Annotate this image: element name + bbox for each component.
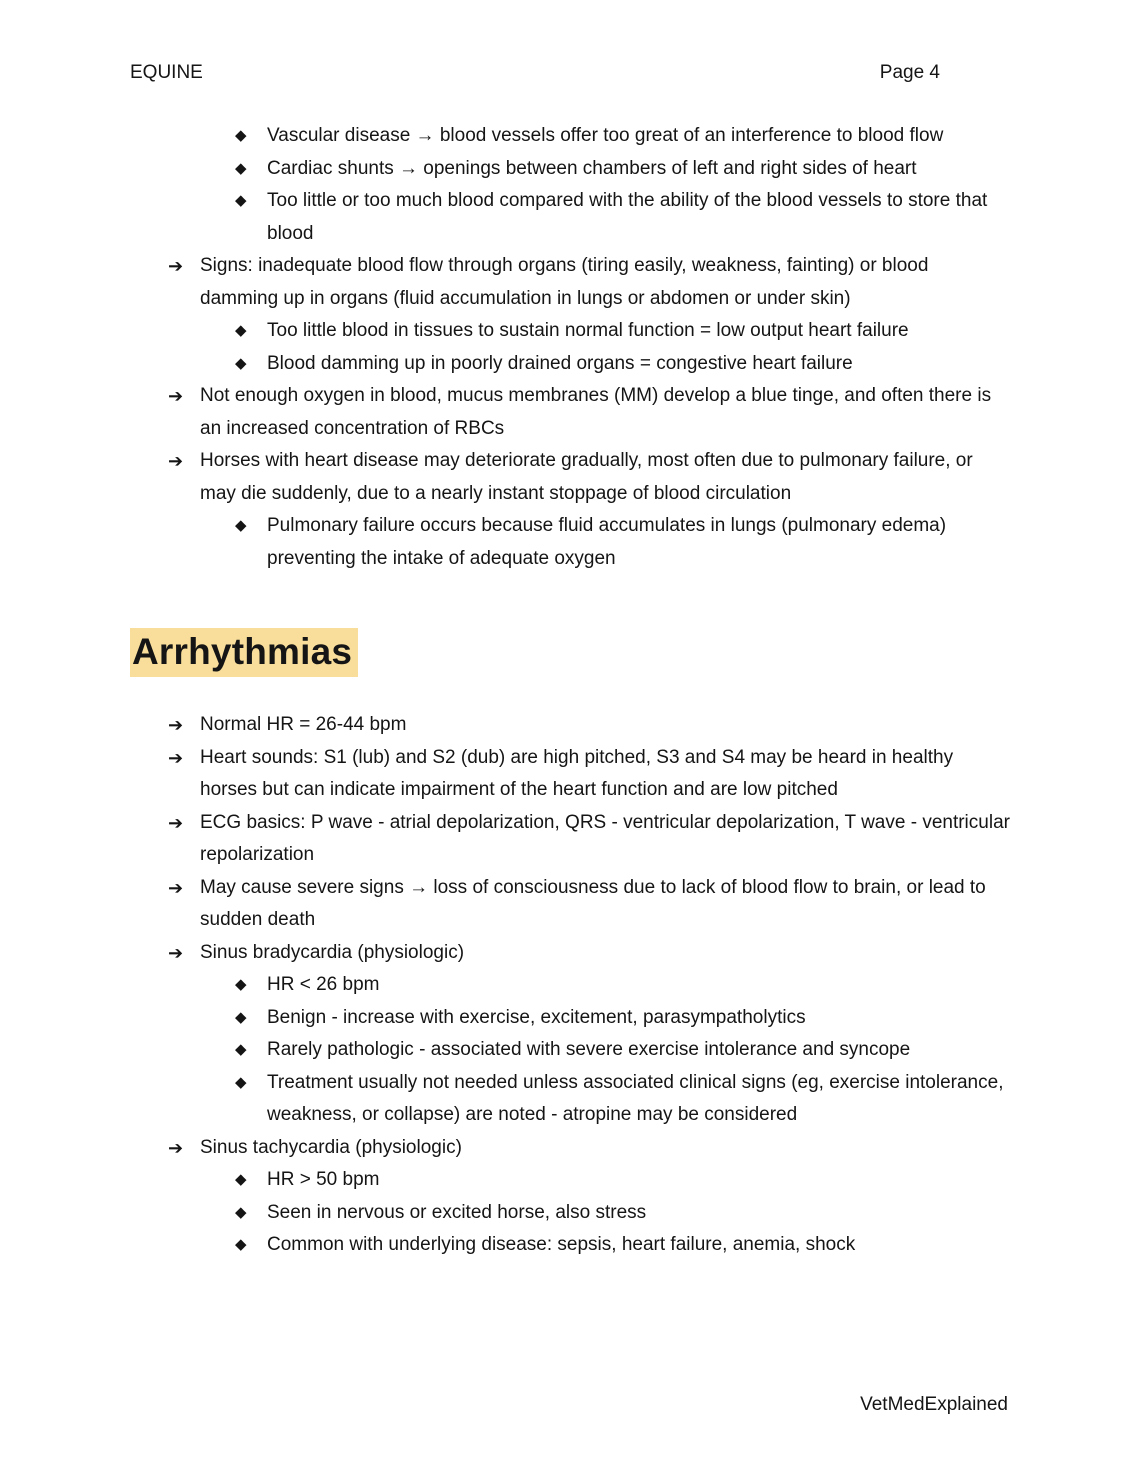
list-item-text: Too little or too much blood compared with the ability of the blood vessels to store that blood bbox=[267, 190, 988, 244]
arrow-bullet-icon: ➔ bbox=[168, 812, 184, 833]
diamond-bullet-icon: ◆ bbox=[235, 192, 247, 209]
list-item-text: Heart sounds: S1 (lub) and S2 (dub) are high pitched, S3 and S4 may be heard in healthy horses but can indicate impairment of the heart function and are low pitched bbox=[200, 746, 954, 800]
list-item bbox=[235, 153, 1010, 186]
list-item bbox=[235, 1197, 1010, 1230]
list-item bbox=[235, 969, 1010, 1002]
list-item-text: Common with underlying disease: sepsis, heart failure, anemia, shock bbox=[267, 1234, 856, 1255]
list-item-text: Signs: inadequate blood flow through organs (tiring easily, weakness, fainting) or blood damming up in organs (fluid accumulation in lungs or abdomen or under skin) bbox=[200, 255, 929, 309]
section-heading bbox=[130, 631, 1010, 673]
list-item bbox=[168, 250, 1010, 315]
page-number: Page 4 bbox=[879, 62, 940, 83]
arrow-bullet-icon: ➔ bbox=[168, 386, 184, 406]
list-item bbox=[168, 445, 1010, 510]
page-footer-brand: VetMedExplained bbox=[860, 1394, 1008, 1415]
list-item-text: HR < 26 bpm bbox=[267, 974, 380, 995]
list-item-text: Too little blood in tissues to sustain normal function = low output heart failure bbox=[267, 320, 909, 341]
arrow-bullet-icon: ➔ bbox=[168, 451, 184, 471]
list-item-text: Horses with heart disease may deteriorate gradually, most often due to pulmonary failure, or may die suddenly, due to a nearly instant stoppage of blood circulation bbox=[200, 450, 973, 504]
diamond-bullet-icon: ◆ bbox=[235, 159, 247, 177]
list-item bbox=[168, 937, 1010, 970]
list-item bbox=[235, 1164, 1010, 1197]
list-item bbox=[168, 709, 1010, 742]
list-item-text: Seen in nervous or excited horse, also stress bbox=[267, 1201, 647, 1223]
list-item bbox=[235, 1067, 1010, 1132]
list-item bbox=[235, 120, 1010, 153]
diamond-bullet-icon: ◆ bbox=[235, 322, 247, 339]
diamond-bullet-icon: ◆ bbox=[235, 127, 247, 144]
list-item bbox=[168, 807, 1010, 872]
diamond-bullet-icon: ◆ bbox=[235, 1008, 247, 1026]
arrow-bullet-icon: ➔ bbox=[168, 747, 184, 768]
list-item bbox=[235, 510, 1010, 575]
arrow-bullet-icon: ➔ bbox=[168, 877, 184, 898]
list-item bbox=[168, 742, 1010, 807]
list-item-text: Vascular disease → blood vessels offer too great of an interference to blood flow bbox=[267, 125, 944, 146]
content-blocks bbox=[0, 84, 1140, 1262]
diamond-bullet-icon: ◆ bbox=[235, 1041, 247, 1058]
diamond-bullet-icon: ◆ bbox=[235, 1073, 247, 1091]
arrow-bullet-icon: ➔ bbox=[168, 942, 184, 963]
list-item-text: Treatment usually not needed unless associated clinical signs (eg, exercise intolerance, weakness, or collapse) are noted - atropine may be considered bbox=[267, 1071, 1004, 1125]
list-item-text: ECG basics: P wave - atrial depolarization, QRS - ventricular depolarization, T wave - ventricular repolarization bbox=[200, 811, 1010, 865]
section-heading-highlight: Arrhythmias bbox=[130, 628, 358, 677]
list-item bbox=[235, 1229, 1010, 1262]
list-item-text: Rarely pathologic - associated with severe exercise intolerance and syncope bbox=[267, 1039, 911, 1060]
list-item-text: Blood damming up in poorly drained organs = congestive heart failure bbox=[267, 352, 853, 374]
list-item-text: Not enough oxygen in blood, mucus membranes (MM) develop a blue tinge, and often there is an increased concentration of RBCs bbox=[200, 385, 992, 439]
list-item bbox=[168, 380, 1010, 445]
arrow-bullet-icon: ➔ bbox=[168, 715, 184, 735]
list-item-text: Pulmonary failure occurs because fluid accumulates in lungs (pulmonary edema) preventing the intake of adequate oxygen bbox=[267, 515, 947, 569]
diamond-bullet-icon: ◆ bbox=[235, 1171, 247, 1188]
list-item bbox=[235, 315, 1010, 348]
list-item-text: Cardiac shunts → openings between chambers of left and right sides of heart bbox=[267, 157, 917, 179]
page-header bbox=[0, 0, 1140, 84]
list-item bbox=[168, 872, 1010, 937]
list-item bbox=[235, 1002, 1010, 1035]
list-item-text: May cause severe signs → loss of consciousness due to lack of blood flow to brain, or lead to sudden death bbox=[200, 876, 986, 930]
diamond-bullet-icon: ◆ bbox=[235, 1203, 247, 1221]
document-title: EQUINE bbox=[130, 62, 203, 83]
list-item-text: Sinus bradycardia (physiologic) bbox=[200, 941, 465, 963]
diamond-bullet-icon: ◆ bbox=[235, 976, 247, 993]
arrow-bullet-icon: ➔ bbox=[168, 1137, 184, 1158]
diamond-bullet-icon: ◆ bbox=[235, 1236, 247, 1253]
list-item-text: Benign - increase with exercise, excitement, parasympatholytics bbox=[267, 1006, 806, 1028]
list-item bbox=[235, 1034, 1010, 1067]
diamond-bullet-icon: ◆ bbox=[235, 354, 247, 372]
list-item-text: Sinus tachycardia (physiologic) bbox=[200, 1136, 462, 1158]
list-item bbox=[168, 1132, 1010, 1165]
list-item bbox=[235, 348, 1010, 381]
list-item-text: Normal HR = 26-44 bpm bbox=[200, 714, 407, 735]
list-item bbox=[235, 185, 1010, 250]
diamond-bullet-icon: ◆ bbox=[235, 517, 247, 534]
arrow-bullet-icon: ➔ bbox=[168, 256, 184, 276]
list-item-text: HR > 50 bpm bbox=[267, 1169, 380, 1190]
